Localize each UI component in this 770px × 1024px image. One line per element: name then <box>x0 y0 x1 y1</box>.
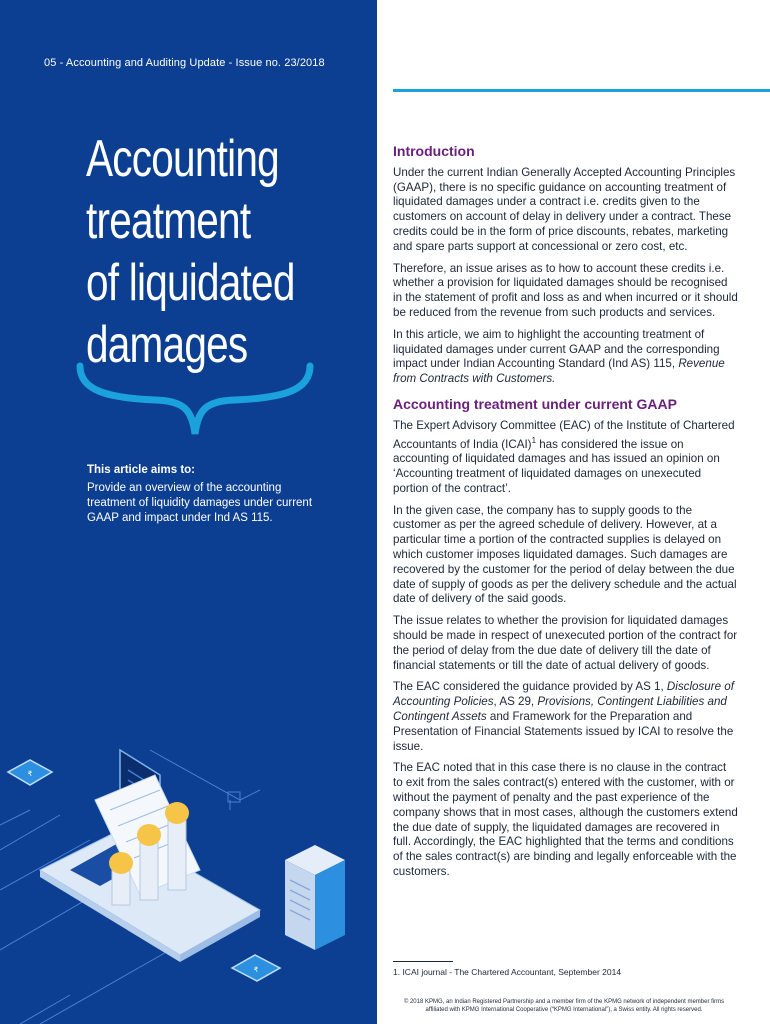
standard-name: Revenue from Contracts with Customers. <box>393 357 725 386</box>
introduction-heading: Introduction <box>393 143 475 159</box>
gaap-paragraph-1: The Expert Advisory Committee (EAC) of the Institute of Chartered Accountants of India (ICAI)$^1$ has considered the issue on accounting of liquidated damages and has issued an opinion on ‘Accounting treatment of liquidated damages on unexecuted portion of the contract’. <box>393 418 735 495</box>
intro-paragraph-1: Under the current Indian Generally Accepted Accounting Principles (GAAP), there is no specific guidance on accounting treatment of liquidated damages under a contract i.e. credits given to the customers on account of delay in delivery under a contract. These credits could be in the form of price discounts, rebates, marketing and spare parts support at concessional or zero cost, etc. <box>393 165 736 253</box>
issue-header: 05 - Accounting and Auditing Update - Issue no. 23/2018 <box>44 57 325 69</box>
aims-heading: This article aims to: <box>87 464 196 476</box>
aims-body: Provide an overview of the accounting treatment of liquidity damages under current GAAP and impact under Ind AS 115. <box>87 482 313 524</box>
title-line-2: treatment <box>86 192 251 250</box>
curly-brace-decoration <box>76 358 314 440</box>
title-line-4: damages <box>86 316 248 374</box>
footnote: 1. ICAI journal - The Chartered Accountant, September 2014 <box>393 967 622 977</box>
svg-text:₹: ₹ <box>27 770 33 778</box>
footnote-ref[interactable]: 1 <box>531 435 537 445</box>
header-accent-rule <box>393 89 770 92</box>
article-body <box>393 144 738 887</box>
left-title-panel <box>0 0 377 1024</box>
copyright-notice: © 2018 KPMG, an Indian Registered Partnership and a member firm of the KPMG network of independent member firms affiliated with KPMG International Cooperative (“KPMG International”), a Swiss entity. All rights reserved. <box>403 999 725 1013</box>
gaap-paragraph-4: The EAC considered the guidance provided by AS 1, Disclosure of Accounting Policies, AS 29, Provisions, Contingent Liabilities and Contingent Assets and Framework for the Preparation and Presentation of Financial Statements issued by ICAI to resolve the issue. <box>393 680 734 753</box>
intro-paragraph-2: Therefore, an issue arises as to how to account these credits i.e. whether a provision for liquidated damages should be recognised in the statement of profit and loss as and when incurred or it should be reduced from the revenue from such products and services. <box>393 261 738 319</box>
gaap-paragraph-5: The EAC noted that in this case there is no clause in the contract to exit from the sales contract(s) entered with the customer, with or without the payment of penalty and the past experience of the company shows that in most cases, although the customers extend the due date of supply, the liquidated damages are recovered in full. Accordingly, the EAC highlighted that the terms and conditions of the sales contract(s) are binding and legally enforceable with the customers. <box>393 761 738 878</box>
intro-paragraph-3: In this article, we aim to highlight the accounting treatment of liquidated damages under current GAAP and the corresponding impact under Indian Accounting Standard (Ind AS) 115, Revenue from Contracts with Customers. <box>393 327 725 386</box>
article-title <box>86 128 304 376</box>
gaap-paragraph-3: The issue relates to whether the provision for liquidated damages should be made in respect of unexecuted portion of the contract for the period of delay from the due date of delivery till the date of financial statements or till the date of actual delivery of goods. <box>393 614 738 672</box>
gaap-paragraph-2: In the given case, the company has to supply goods to the customer as per the agreed schedule of delivery. However, at a particular time a portion of the contracted supplies is delayed on which customer imposes liquidated damages. Such damages are recovered by the customer for the period of delay between the due date of supply of goods as per the delivery schedule and the actual date of delivery of the said goods. <box>393 503 737 606</box>
svg-text:₹: ₹ <box>253 966 259 974</box>
title-line-3: of liquidated <box>86 254 295 312</box>
title-line-1: Accounting <box>86 130 279 188</box>
gaap-heading: Accounting treatment under current GAAP <box>393 395 677 412</box>
laptop-finance-illustration <box>0 730 377 1024</box>
footnote-divider <box>393 961 453 962</box>
